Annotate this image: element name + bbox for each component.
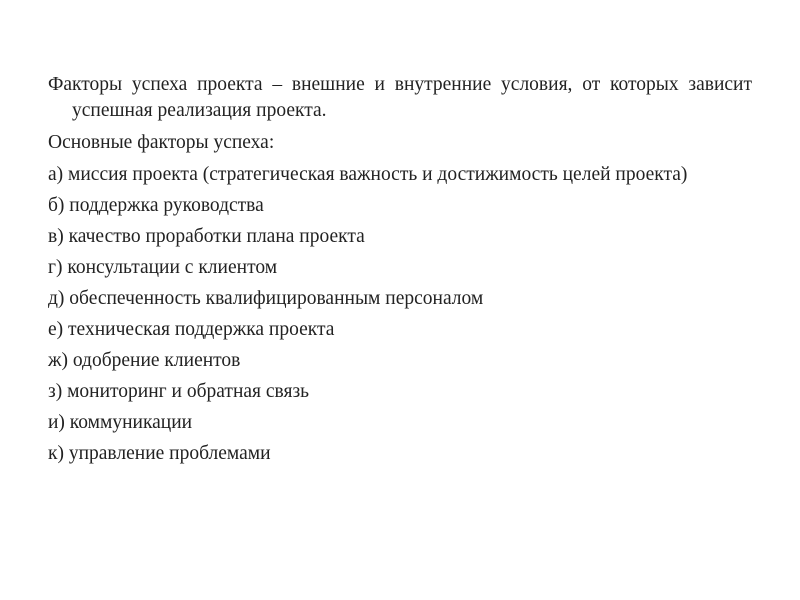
factor-item-k: к) управление проблемами xyxy=(48,443,271,464)
factor-item-a: а) миссия проекта (стратегическая важность и достижимость целей проекта) xyxy=(48,164,688,185)
factor-item-i: и) коммуникации xyxy=(48,412,193,433)
intro-paragraph: Факторы успеха проекта – внешние и внутренние условия, от которых зависит успешная реализация проекта. xyxy=(48,74,752,121)
factor-item-z: з) мониторинг и обратная связь xyxy=(48,381,310,402)
factors-list xyxy=(48,162,752,467)
factor-item-zh: ж) одобрение клиентов xyxy=(48,350,241,371)
factor-item-g: г) консультации с клиентом xyxy=(48,257,278,278)
factor-item-b: б) поддержка руководства xyxy=(48,195,264,216)
factor-item-e: е) техническая поддержка проекта xyxy=(48,319,335,340)
factor-item-d: д) обеспеченность квалифицированным персоналом xyxy=(48,288,484,309)
factor-item-v: в) качество проработки плана проекта xyxy=(48,226,365,247)
factors-heading: Основные факторы успеха: xyxy=(48,132,275,153)
